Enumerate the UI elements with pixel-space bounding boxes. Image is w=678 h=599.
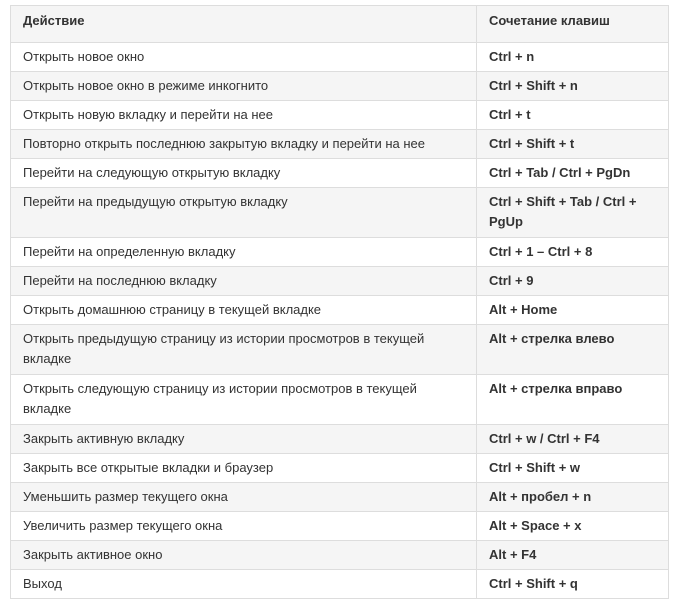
table-row: [11, 483, 669, 512]
action-cell: Увеличить размер текущего окна: [11, 512, 477, 541]
shortcuts-table: [10, 5, 669, 599]
shortcut-cell: Alt + Home: [477, 296, 669, 325]
table-row: [11, 541, 669, 570]
table-row: [11, 425, 669, 454]
header-shortcut: Сочетание клавиш: [477, 6, 669, 43]
action-cell: Открыть новое окно в режиме инкогнито: [11, 72, 477, 101]
action-cell: Перейти на определенную вкладку: [11, 238, 477, 267]
action-cell: Закрыть активное окно: [11, 541, 477, 570]
table-row: [11, 325, 669, 375]
table-row: [11, 72, 669, 101]
action-cell: Закрыть все открытые вкладки и браузер: [11, 454, 477, 483]
table-row: [11, 375, 669, 425]
shortcut-cell: Alt + стрелка вправо: [477, 375, 669, 425]
shortcut-cell: Ctrl + Shift + w: [477, 454, 669, 483]
table-row: [11, 188, 669, 238]
table-row: [11, 159, 669, 188]
table-row: [11, 454, 669, 483]
action-cell: Открыть новую вкладку и перейти на нее: [11, 101, 477, 130]
table-row: [11, 570, 669, 599]
shortcut-cell: Ctrl + w / Ctrl + F4: [477, 425, 669, 454]
shortcut-cell: Ctrl + Tab / Ctrl + PgDn: [477, 159, 669, 188]
header-action: Действие: [11, 6, 477, 43]
action-cell: Перейти на следующую открытую вкладку: [11, 159, 477, 188]
table-row: [11, 296, 669, 325]
shortcut-cell: Ctrl + Shift + Tab / Ctrl + PgUp: [477, 188, 669, 238]
action-cell: Открыть новое окно: [11, 43, 477, 72]
shortcut-cell: Alt + пробел + n: [477, 483, 669, 512]
shortcut-cell: Ctrl + Shift + t: [477, 130, 669, 159]
shortcut-cell: Alt + Space + x: [477, 512, 669, 541]
action-cell: Открыть предыдущую страницу из истории просмотров в текущей вкладке: [11, 325, 477, 375]
shortcut-cell: Ctrl + 1 – Ctrl + 8: [477, 238, 669, 267]
action-cell: Открыть следующую страницу из истории просмотров в текущей вкладке: [11, 375, 477, 425]
action-cell: Перейти на последнюю вкладку: [11, 267, 477, 296]
action-cell: Выход: [11, 570, 477, 599]
shortcuts-table-container: [10, 5, 668, 599]
shortcut-cell: Alt + F4: [477, 541, 669, 570]
table-row: [11, 130, 669, 159]
table-row: [11, 512, 669, 541]
action-cell: Открыть домашнюю страницу в текущей вкладке: [11, 296, 477, 325]
table-row: [11, 267, 669, 296]
action-cell: Уменьшить размер текущего окна: [11, 483, 477, 512]
shortcut-cell: Alt + стрелка влево: [477, 325, 669, 375]
action-cell: Перейти на предыдущую открытую вкладку: [11, 188, 477, 238]
table-header-row: [11, 6, 669, 43]
shortcut-cell: Ctrl + n: [477, 43, 669, 72]
action-cell: Повторно открыть последнюю закрытую вкладку и перейти на нее: [11, 130, 477, 159]
shortcut-cell: Ctrl + t: [477, 101, 669, 130]
shortcut-cell: Ctrl + 9: [477, 267, 669, 296]
action-cell: Закрыть активную вкладку: [11, 425, 477, 454]
shortcut-cell: Ctrl + Shift + n: [477, 72, 669, 101]
shortcut-cell: Ctrl + Shift + q: [477, 570, 669, 599]
table-row: [11, 43, 669, 72]
table-row: [11, 238, 669, 267]
table-row: [11, 101, 669, 130]
